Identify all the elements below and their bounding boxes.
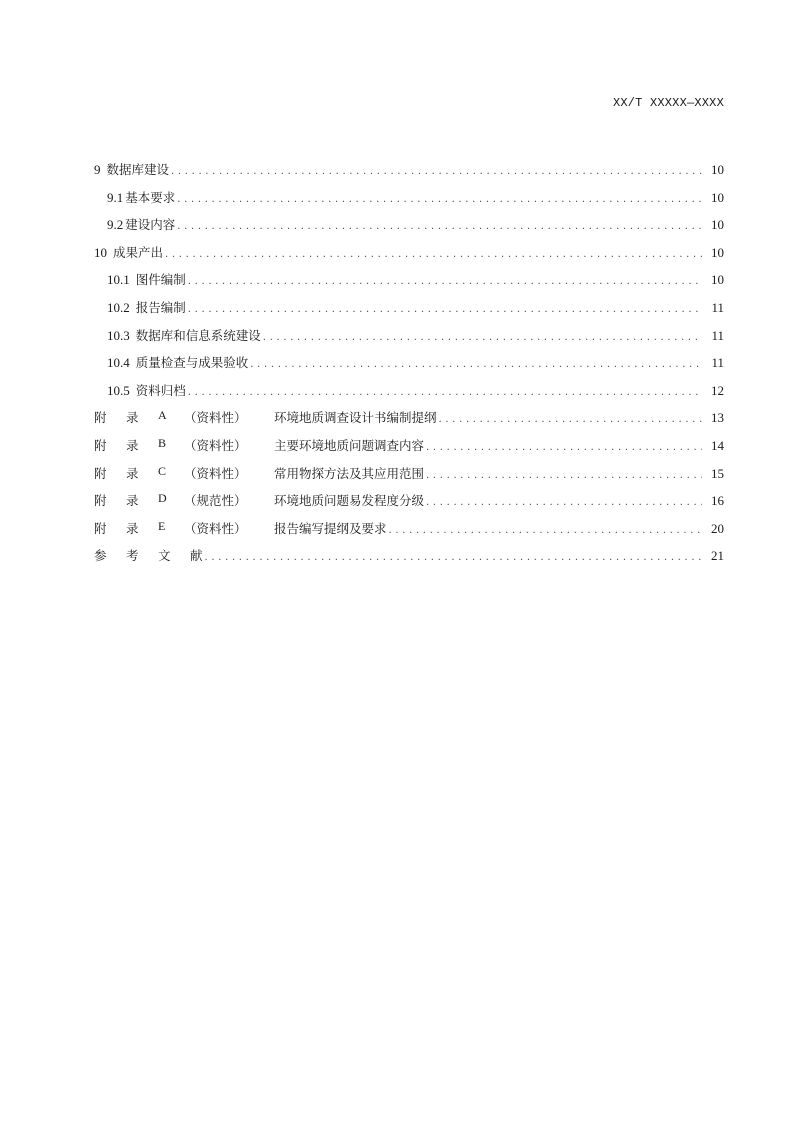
dot-leader xyxy=(177,221,702,232)
appendix-word-fu: 附 xyxy=(94,437,107,453)
appendix-word-lu: 录 xyxy=(126,465,139,481)
page-number: 21 xyxy=(711,548,724,564)
appendix-word-fu: 附 xyxy=(94,410,107,426)
appendix-word-fu: 附 xyxy=(94,493,107,509)
appendix-type: （资料性） xyxy=(184,465,247,481)
document-code-header: XX/T XXXXX—XXXX xyxy=(612,96,724,110)
section-number: 10 xyxy=(94,244,107,260)
page-number: 11 xyxy=(711,299,724,315)
toc-entry-10-3[interactable] xyxy=(94,326,724,354)
page-number: 10 xyxy=(711,189,724,205)
toc-entry-10[interactable] xyxy=(94,243,724,271)
appendix-letter: D xyxy=(158,491,167,506)
page-number: 13 xyxy=(711,410,724,426)
toc-entry-label xyxy=(107,215,175,233)
section-title: 基本要求 xyxy=(125,189,176,205)
appendix-word-fu: 附 xyxy=(94,465,107,481)
section-title: 质量检查与成果验收 xyxy=(135,355,249,371)
page-number: 11 xyxy=(711,327,724,343)
toc-entry-appendix-c[interactable] xyxy=(94,464,724,492)
page-number: 16 xyxy=(711,493,724,509)
dot-leader xyxy=(426,442,702,453)
toc-entry-label xyxy=(94,436,424,454)
section-number: 9.1 xyxy=(107,189,124,205)
section-title: 图件编制 xyxy=(135,272,186,288)
toc-entry-9-2[interactable] xyxy=(94,215,724,243)
references-char: 文 xyxy=(158,548,171,564)
appendix-word-lu: 录 xyxy=(126,520,139,536)
toc-entry-appendix-e[interactable] xyxy=(94,519,724,547)
section-number: 10.5 xyxy=(107,382,130,398)
appendix-title: 环境地质问题易发程度分级 xyxy=(274,493,425,509)
section-title: 成果产出 xyxy=(113,244,164,260)
page-number: 10 xyxy=(711,217,724,233)
appendix-word-lu: 录 xyxy=(126,437,139,453)
toc-entry-label xyxy=(107,188,175,206)
toc-entry-label xyxy=(94,546,203,564)
toc-entry-10-5[interactable] xyxy=(94,381,724,409)
section-number: 10.1 xyxy=(107,272,130,288)
page-number: 10 xyxy=(711,162,724,177)
dot-leader xyxy=(205,552,702,563)
dot-leader xyxy=(439,414,702,425)
dot-leader xyxy=(165,249,702,260)
section-title: 数据库建设 xyxy=(106,162,170,177)
appendix-word-fu: 附 xyxy=(94,520,107,536)
dot-leader xyxy=(188,387,702,398)
toc-entry-10-2[interactable] xyxy=(94,298,724,326)
references-char: 参 xyxy=(94,548,107,564)
toc-entry-appendix-b[interactable] xyxy=(94,436,724,464)
toc-entry-label xyxy=(107,270,186,288)
page-number: 12 xyxy=(711,382,724,398)
dot-leader xyxy=(188,276,702,287)
appendix-type: （规范性） xyxy=(184,493,247,509)
dot-leader xyxy=(250,359,702,370)
section-number: 10.3 xyxy=(107,327,130,343)
appendix-letter: C xyxy=(158,463,167,478)
appendix-letter: E xyxy=(158,518,166,533)
page-number: 15 xyxy=(711,465,724,481)
section-number: 9 xyxy=(94,162,101,177)
section-title: 报告编制 xyxy=(135,299,186,315)
dot-leader xyxy=(188,304,702,315)
toc-entry-label xyxy=(94,243,163,261)
toc-entry-10-1[interactable] xyxy=(94,270,724,298)
section-title: 资料归档 xyxy=(135,382,186,398)
section-number: 10.2 xyxy=(107,299,130,315)
toc-entry-label xyxy=(94,519,387,537)
toc-entry-appendix-a[interactable] xyxy=(94,408,724,436)
appendix-title: 常用物探方法及其应用范围 xyxy=(274,465,425,481)
toc-entry-10-4[interactable] xyxy=(94,353,724,381)
dot-leader xyxy=(177,194,702,205)
appendix-type: （资料性） xyxy=(184,520,247,536)
toc-entry-label xyxy=(94,160,169,178)
page-number: 10 xyxy=(711,244,724,260)
appendix-title: 主要环境地质问题调查内容 xyxy=(274,437,425,453)
appendix-type: （资料性） xyxy=(184,437,247,453)
appendix-letter: B xyxy=(158,435,167,450)
page-number: 11 xyxy=(711,355,724,371)
references-char: 献 xyxy=(190,548,203,564)
dot-leader xyxy=(426,470,702,481)
table-of-contents xyxy=(94,160,724,574)
dot-leader xyxy=(263,332,702,343)
toc-entry-label xyxy=(94,491,424,509)
toc-entry-label xyxy=(107,353,248,371)
toc-entry-label xyxy=(107,381,186,399)
page-number: 14 xyxy=(711,437,724,453)
appendix-title: 报告编写提纲及要求 xyxy=(274,520,387,536)
toc-entry-label xyxy=(107,298,186,316)
toc-entry-references[interactable] xyxy=(94,546,724,574)
dot-leader xyxy=(389,525,702,536)
appendix-word-lu: 录 xyxy=(126,493,139,509)
appendix-word-lu: 录 xyxy=(126,410,139,426)
toc-entry-label xyxy=(107,326,261,344)
toc-entry-9-1[interactable] xyxy=(94,188,724,216)
section-title: 建设内容 xyxy=(125,217,176,233)
section-number: 10.4 xyxy=(107,355,130,371)
toc-entry-label xyxy=(94,408,437,426)
appendix-letter: A xyxy=(158,408,167,423)
references-char: 考 xyxy=(126,548,139,564)
toc-entry-9[interactable] xyxy=(94,160,724,188)
toc-entry-label xyxy=(94,464,424,482)
page-number: 20 xyxy=(711,520,724,536)
page-number: 10 xyxy=(711,272,724,288)
toc-entry-appendix-d[interactable] xyxy=(94,491,724,519)
dot-leader xyxy=(426,497,702,508)
section-number: 9.2 xyxy=(107,217,124,233)
dot-leader xyxy=(171,166,702,177)
appendix-title: 环境地质调查设计书编制提纲 xyxy=(274,410,437,426)
section-title: 数据库和信息系统建设 xyxy=(135,327,261,343)
appendix-type: （资料性） xyxy=(184,410,247,426)
